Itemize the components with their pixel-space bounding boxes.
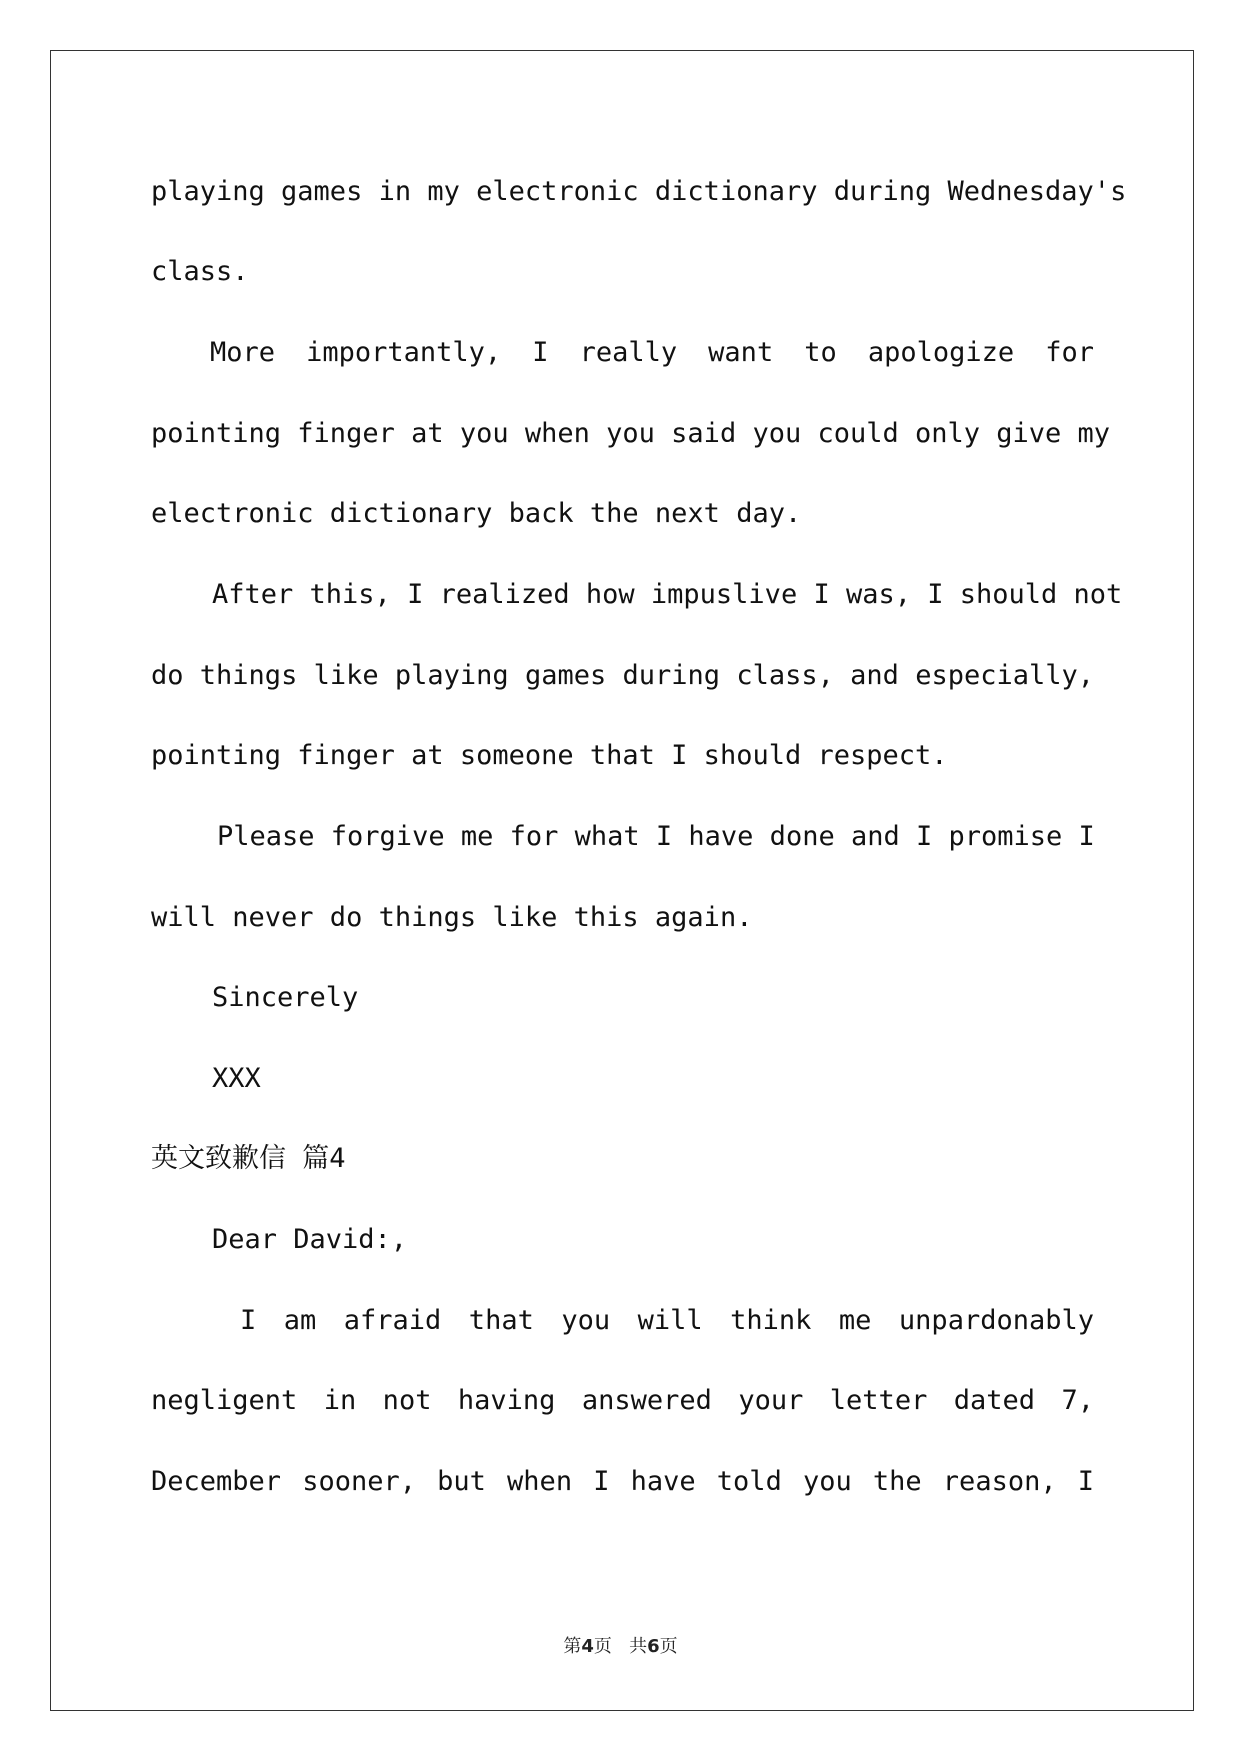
section-heading: 英文致歉信 篇4 [151,1143,346,1174]
body-line: December sooner, but when I have told you the reason, I [151,1466,1094,1497]
paragraph-first-line: After this, I realized how impuslive I was, I should not [212,579,1123,610]
total-pages-number: 6 [647,1636,660,1657]
paragraph-first-line: I am afraid that you will think me unpardonably [240,1305,1094,1336]
closing: Sincerely [212,982,359,1013]
current-page-number: 4 [581,1636,594,1657]
body-line: pointing finger at someone that I should respect. [151,740,948,771]
paragraph-first-line: Please forgive me for what I have done and I promise I [217,821,1095,852]
page-footer [0,1632,1241,1658]
body-line: class. [151,256,249,287]
footer-suffix: 页 [659,1636,678,1657]
body-line: pointing finger at you when you said you could only give my [151,418,1111,449]
signature: XXX [212,1063,261,1094]
body-line: negligent in not having answered your letter dated 7, [151,1385,1094,1416]
salutation: Dear David:, [212,1224,408,1255]
body-line: will never do things like this again. [151,902,753,933]
body-line: electronic dictionary back the next day. [151,498,802,529]
footer-prefix: 第 [563,1636,582,1657]
body-line: playing games in my electronic dictionary during Wednesday's [151,176,1127,207]
footer-middle: 页 共 [593,1636,648,1657]
paragraph-first-line: More importantly, I really want to apologize for [210,337,1094,368]
body-line: do things like playing games during class, and especially, [151,660,1094,691]
